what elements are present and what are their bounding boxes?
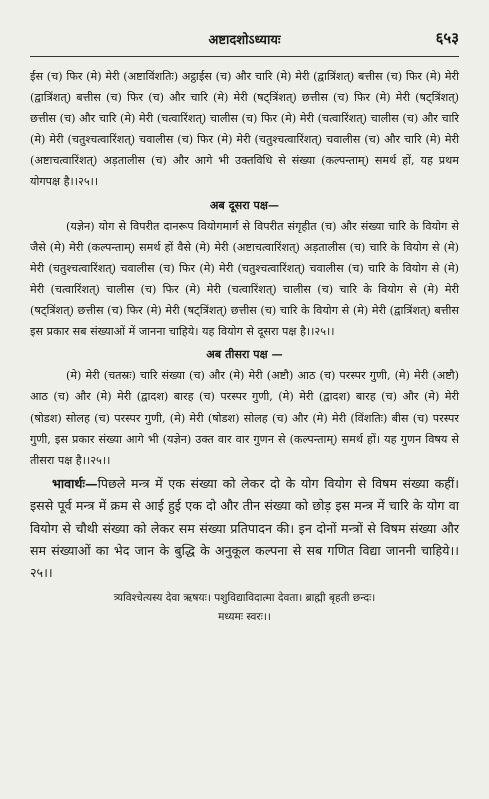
paragraph-second-paksha: (यज्ञेन) योग से विपरीत दानरूप वियोगमार्ग से विपरीत संगृहीत (च) और संख्या चारि के वियोग से जैसे (मे) मेरी (कल्पन्ताम्) समर्थ हों वैसे (मे) मेरी (अष्टाचत्वारिंशत्) अड़तालीस (च) चारि के वियोग से (मे) मेरी (चतुश्चत्वारिंशत्) चवालीस (च) फिर (मे) मेरी (चतुश्चत्वारिंशत्) चवालीस (च) चारि के वियोग से (मे) मेरी (चत्वारिंशत्) चालीस (च) फिर (मे) मेरी (चत्वारिंशत्) चालीस (च) चारि के वियोग से (मे) मेरी (षट्त्रिंशत्) छत्तीस (च) फिर (मे) मेरी (षट्त्रिंशत्) छत्तीस (च) चारि के वियोग से (मे) मेरी (द्वात्रिंशत्) बत्तीस इस प्रकार सब संख्याओं में जानना चाहिये। यह वियोग से दूसरा पक्ष है।।२५।।: [30, 219, 459, 339]
next-mantra-header: [30, 589, 459, 627]
chapter-title: अष्टादशोऽध्यायः: [208, 33, 281, 48]
page-header: [30, 26, 459, 57]
bhavarth-paragraph: [30, 473, 459, 585]
svara-line: मध्यमः स्वरः।।: [218, 610, 271, 623]
paragraph-third-paksha: (मे) मेरी (चतस्रः) चारि संख्या (च) और (मे) मेरी (अष्टौ) आठ (च) परस्पर गुणी, (मे) मेरी (अष्टौ) आठ (च) और (मे) मेरी (द्वादश) बारह (च) परस्पर गुणी, (मे) मेरी (द्वादश) बारह (च) और (मे) मेरी (षोडश) सोलह (च) परस्पर गुणी, (मे) मेरी (षोडश) सोलह (च) और (मे) मेरी (विंशतिः) बीस (च) परस्पर गुणी, इस प्रकार संख्या आगे भी (यज्ञेन) उक्त वार वार गुणन से (कल्पन्ताम्) समर्थ हों। यह गुणन विषय से तीसरा पक्ष है।।२५।।: [30, 369, 459, 467]
heading-third-paksha: अब तीसरा पक्ष —: [206, 347, 283, 362]
paragraph-first-yoga-paksha: ईस (च) फिर (मे) मेरी (अष्टाविंशतिः) अट्ठाईस (च) और चारि (मे) मेरी (द्वात्रिंशत्) बत्तीस (च) फिर (मे) मेरी (द्वात्रिंशत्) बत्तीस (च) फिर (च) और चारि (मे) मेरी (षट्त्रिंशत्) छत्तीस (च) फिर (मे) मेरी (षट्त्रिंशत्) छत्तीस (च) और चारि (मे) मेरी (चत्वारिंशत्) चालीस (च) फिर (मे) मेरी (चत्वारिंशत्) चालीस (च) और चारि (मे) मेरी (चतुश्चत्वारिंशत्) चवालीस (च) फिर (मे) मेरी (चतुश्चत्वारिंशत्) चवालीस (च) और चारि (मे) मेरी (अष्टाचत्वारिंशत्) अड़तालीस (च) और आगे भी उक्तविधि से संख्या (कल्पन्ताम्) समर्थ हों, यह प्रथम योगपक्ष है।।२५।।: [30, 70, 459, 189]
heading-second-paksha: अब दूसरा पक्ष—: [209, 197, 280, 212]
page-number: ६५३: [435, 29, 459, 47]
rishi-devata-line: त्र्यविश्चेत्यस्य देवा ऋषयः। पशुविद्याविदात्मा देवता। ब्राह्मी बृहती छन्दः।: [113, 591, 376, 604]
bhavarth-text: पिछले मन्त्र में एक संख्या को लेकर दो के योग वियोग से विषम संख्या कहीं। इससे पूर्व मन्त्र में क्रम से आई हुई एक दो और तीन संख्या को छोड़ इस मन्त्र में चारि के योग वा वियोग से चौथी संख्या को लेकर सम संख्या प्रतिपादन की। इन दोनों मन्त्रों से विषम संख्या और सम संख्याओं का भेद जान के बुद्धि के अनुकूल कल्पना से सब गणित विद्या जाननी चाहिये।।२५।।: [30, 475, 459, 581]
bhavarth-label: भावार्थः—: [52, 475, 98, 491]
page-body: [30, 66, 459, 627]
